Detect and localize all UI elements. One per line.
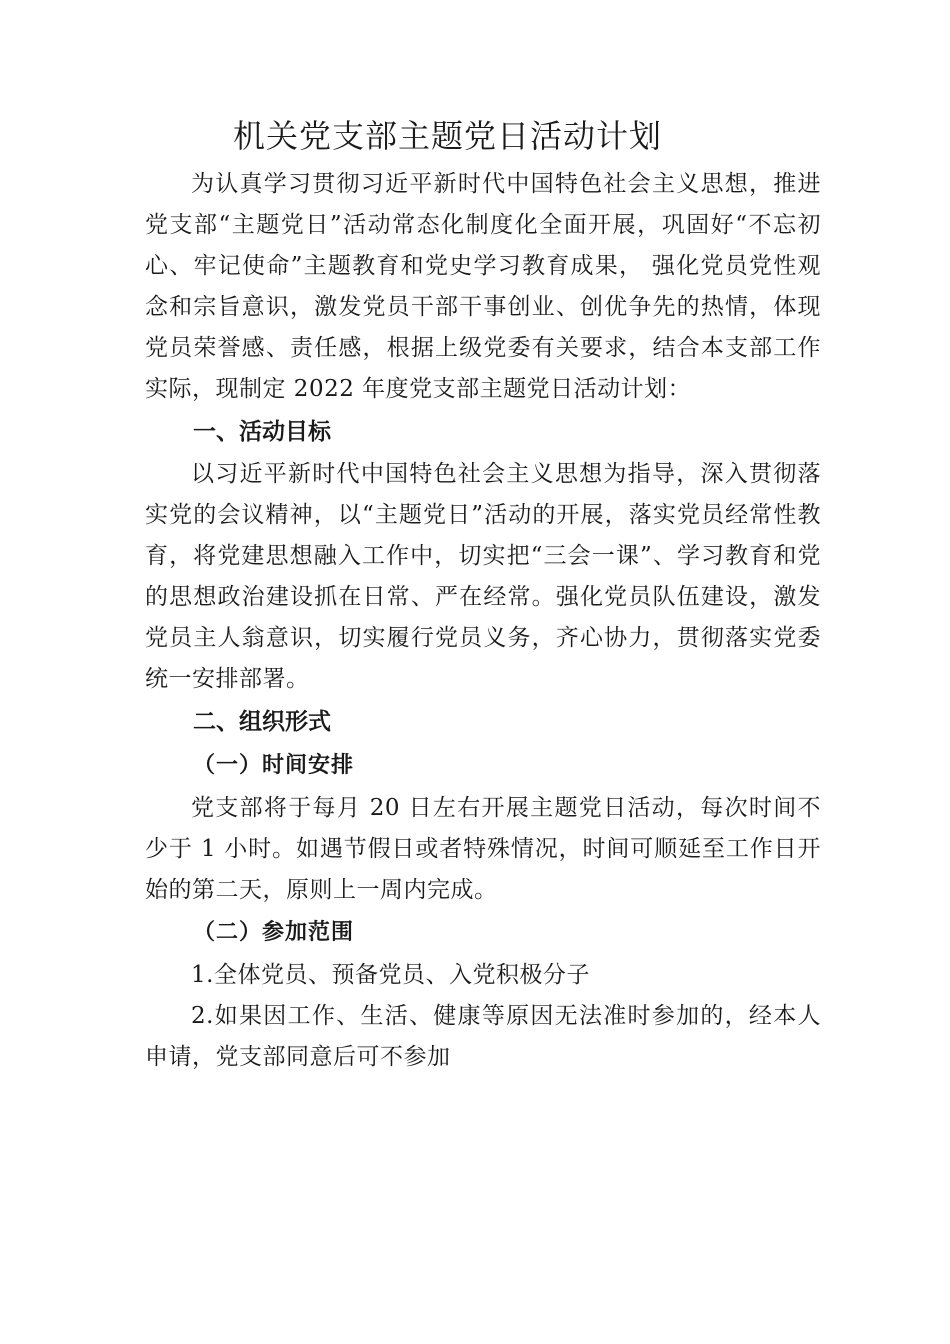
section-heading-goals: 一、活动目标 [193,419,331,445]
document-page [145,108,821,1078]
subsection-heading-schedule: （一）时间安排 [193,753,355,778]
section-heading-organization: 二、组织形式 [193,709,331,735]
intro-paragraph: 为认真学习贯彻习近平新时代中国特色社会主义思想，推进党支部“主题党日”活动常态化制度化全面开展，巩固好“不忘初心、牢记使命”主题教育和党史学习教育成果， 强化党员党性观念和宗旨意识，激发党员干部干事创业、创优争先的热情，体现党员荣誉感、责任感，根据上级党委有关要求，结合本支部工作实际，现制定 2022 年度党支部主题党日活动计划： [145,171,821,402]
list-item: 1.全体党员、预备党员、入党积极分子 [191,962,590,988]
subsection-heading-scope: （二）参加范围 [193,920,355,945]
document-title: 机关党支部主题党日活动计划 [233,117,663,155]
list-item: 2.如果因工作、生活、健康等原因无法准时参加的，经本人申请，党支部同意后可不参加 [145,1003,821,1070]
schedule-paragraph: 党支部将于每月 20 日左右开展主题党日活动，每次时间不少于 1 小时。如遇节假日或者特殊情况，时间可顺延至工作日开始的第二天，原则上一周内完成。 [145,795,821,903]
goals-paragraph: 以习近平新时代中国特色社会主义思想为指导，深入贯彻落实党的会议精神，以“主题党日”活动的开展，落实党员经常性教育，将党建思想融入工作中，切实把“三会一课”、学习教育和党的思想政治建设抓在日常、严在经常。强化党员队伍建设，激发党员主人翁意识，切实履行党员义务，齐心协力，贯彻落实党委统一安排部署。 [145,461,821,692]
